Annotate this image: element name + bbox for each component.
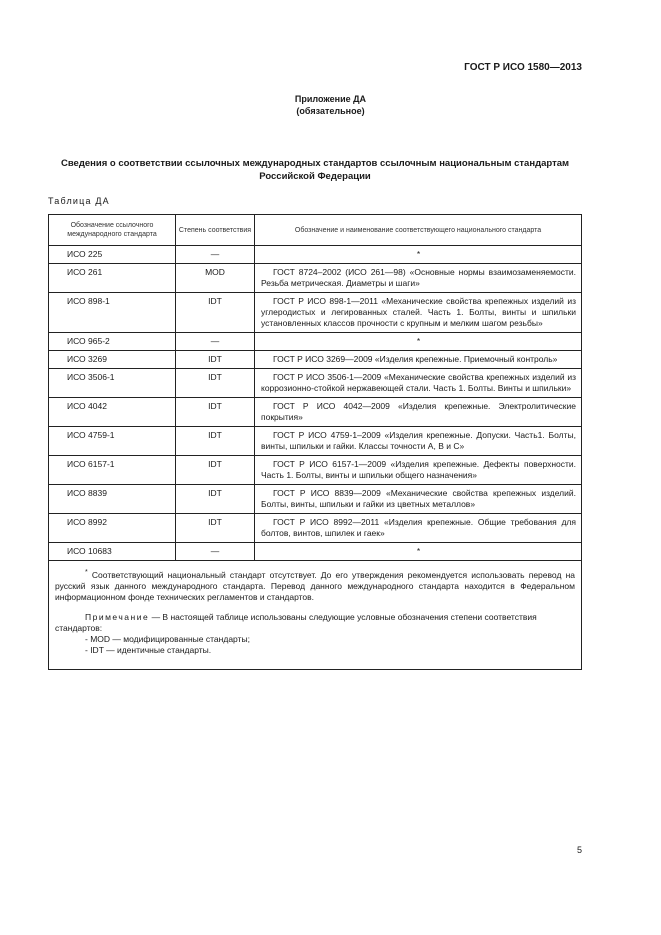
table-row [49, 293, 582, 333]
cell-designation: ИСО 965-2 [49, 333, 176, 351]
cell-designation: ИСО 4042 [49, 398, 176, 427]
table-row [49, 398, 582, 427]
table-row [49, 351, 582, 369]
table-header-row [49, 215, 582, 246]
page-number: 5 [576, 845, 582, 855]
note-label: Примечание [85, 611, 150, 622]
note-item-mod: - MOD — модифицированные стандарты; [85, 633, 250, 644]
cell-designation: ИСО 8992 [49, 514, 176, 543]
table-body [49, 246, 582, 670]
cell-degree: IDT [176, 351, 255, 369]
table-footer-row [49, 561, 582, 670]
appendix-heading [0, 93, 661, 117]
cell-national-standard: ГОСТ Р ИСО 4759-1–2009 «Изделия крепежные. Допуски. Часть1. Болты, винты, шпильки и гайки. Классы точности А, В и С» [255, 427, 582, 456]
column-header-designation: Обозначение ссылочного международного стандарта [49, 215, 176, 246]
cell-designation: ИСО 225 [49, 246, 176, 264]
table-row [49, 333, 582, 351]
table-row [49, 543, 582, 561]
cell-national-standard: ГОСТ Р ИСО 4042—2009 «Изделия крепежные. Электролитические покрытия» [255, 398, 582, 427]
cell-national-standard: ГОСТ Р ИСО 3269—2009 «Изделия крепежные. Приемочный контроль» [255, 351, 582, 369]
cell-designation: ИСО 3269 [49, 351, 176, 369]
cell-national-standard: ГОСТ 8724–2002 (ИСО 261—98) «Основные нормы взаимозаменяемости. Резьба метрическая. Диаметры и шаги» [255, 264, 582, 293]
table-row [49, 485, 582, 514]
cell-degree: — [176, 333, 255, 351]
cell-degree: — [176, 246, 255, 264]
cell-degree: IDT [176, 427, 255, 456]
cell-degree: — [176, 543, 255, 561]
column-header-national-standard: Обозначение и наименование соответствующего национального стандарта [255, 215, 582, 246]
cell-national-standard: ГОСТ Р ИСО 8992—2011 «Изделия крепежные. Общие требования для болтов, винтов, шпилек и гаек» [255, 514, 582, 543]
cell-degree: IDT [176, 293, 255, 333]
appendix-subtitle: (обязательное) [296, 106, 365, 116]
table-row [49, 369, 582, 398]
cell-national-standard: * [255, 333, 582, 351]
footnote-text: Соответствующий национальный стандарт отсутствует. До его утверждения рекомендуется использовать перевод на русский язык данного международного стандарта. Перевод данного международного стандарта находится в Федеральном информационном фонде технических регламентов и стандартов. [55, 569, 575, 602]
note-item-idt: - IDT — идентичные стандарты. [85, 644, 212, 655]
cell-national-standard: * [255, 543, 582, 561]
table-row [49, 456, 582, 485]
table-footer [49, 561, 582, 670]
cell-degree: IDT [176, 514, 255, 543]
table-row [49, 427, 582, 456]
cell-designation: ИСО 4759-1 [49, 427, 176, 456]
cell-designation: ИСО 898-1 [49, 293, 176, 333]
cell-degree: IDT [176, 398, 255, 427]
cell-designation: ИСО 3506-1 [49, 369, 176, 398]
note [55, 612, 575, 634]
document-code: ГОСТ Р ИСО 1580—2013 [464, 62, 582, 73]
section-heading: Сведения о соответствии ссылочных международных стандартов ссылочным национальным стандартам Российской Федерации [60, 158, 570, 182]
cell-designation: ИСО 8839 [49, 485, 176, 514]
cell-national-standard: * [255, 246, 582, 264]
note-text: — В настоящей таблице использованы следующие условные обозначения степени соответствия стандартов: [55, 611, 537, 633]
table-caption: Таблица ДА [48, 196, 110, 206]
table-row [49, 246, 582, 264]
appendix-title: Приложение ДА [294, 94, 367, 104]
table-row [49, 514, 582, 543]
cell-national-standard: ГОСТ Р ИСО 898-1—2011 «Механические свойства крепежных изделий из углеродистых и легированных сталей. Часть 1. Болты, винты и шпильки установленных классов прочности с крупным и мелким шагом резьбы» [255, 293, 582, 333]
footnote [55, 567, 575, 603]
cell-designation: ИСО 6157-1 [49, 456, 176, 485]
column-header-degree: Степень соответствия [176, 215, 255, 246]
cell-national-standard: ГОСТ Р ИСО 8839—2009 «Механические свойства крепежных изделий. Болты, винты, шпильки и гайки из цветных металлов» [255, 485, 582, 514]
footnote-marker: * [85, 568, 88, 576]
standards-table [48, 214, 582, 670]
cell-national-standard: ГОСТ Р ИСО 3506-1—2009 «Механические свойства крепежных изделий из коррозионно-стойкой нержавеющей стали. Часть 1. Болты. Винты и шпильки» [255, 369, 582, 398]
cell-degree: IDT [176, 485, 255, 514]
cell-degree: IDT [176, 456, 255, 485]
table-row [49, 264, 582, 293]
cell-national-standard: ГОСТ Р ИСО 6157-1—2009 «Изделия крепежные. Дефекты поверхности. Часть 1. Болты, винты и шпильки общего назначения» [255, 456, 582, 485]
cell-designation: ИСО 261 [49, 264, 176, 293]
cell-designation: ИСО 10683 [49, 543, 176, 561]
cell-degree: IDT [176, 369, 255, 398]
cell-degree: MOD [176, 264, 255, 293]
